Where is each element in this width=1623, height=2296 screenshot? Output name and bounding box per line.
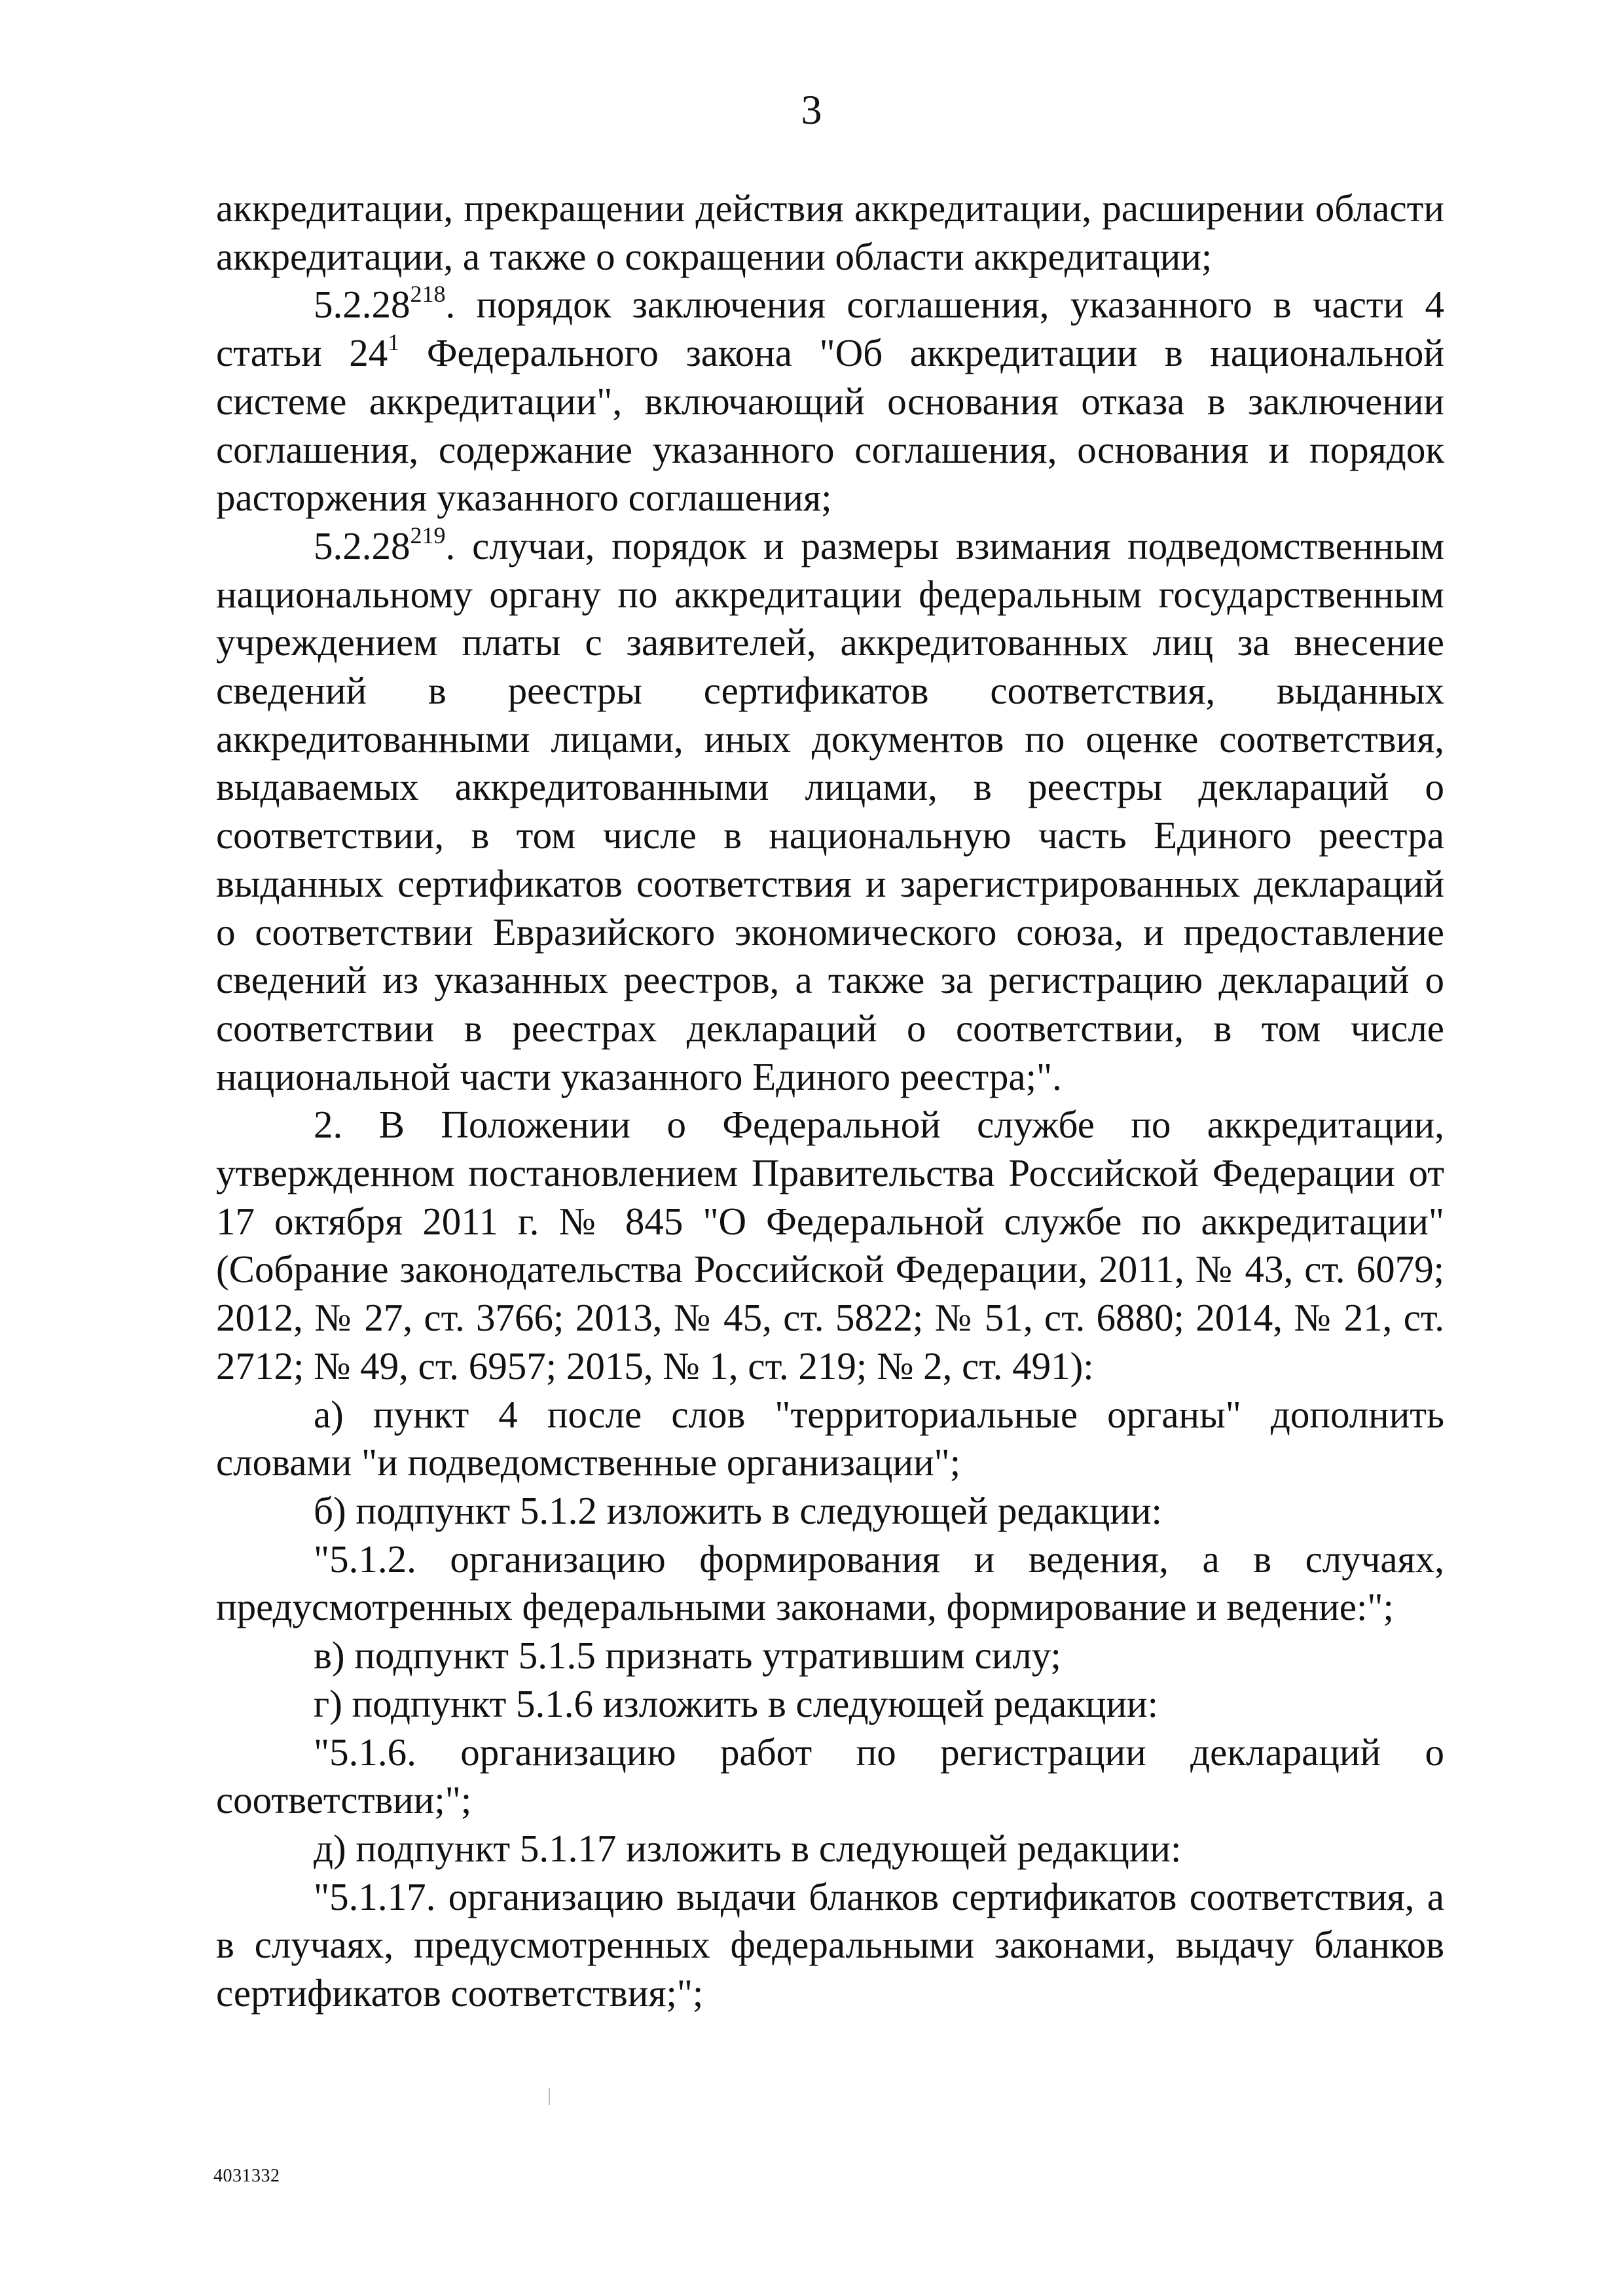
paragraph-text: а) пункт 4 после слов "территориальные органы" дополнить словами "и подведомственные организации"; — [216, 1392, 1444, 1484]
paragraph-subitem-v — [216, 1632, 1444, 1680]
paragraph-quote-5-1-17 — [216, 1873, 1444, 2018]
paragraph-text: б) подпункт 5.1.2 изложить в следующей редакции: — [314, 1488, 1162, 1532]
paragraph-continuation — [216, 185, 1444, 281]
paragraph-subitem-g — [216, 1680, 1444, 1729]
paragraph-subitem-b — [216, 1487, 1444, 1535]
document-body — [216, 185, 1444, 2018]
paragraph-text: "5.1.6. организацию работ по регистрации деклараций о соответствии;"; — [216, 1730, 1444, 1822]
paragraph-text: . случаи, порядок и размеры взимания подведомственным национальному органу по аккредитации федеральным государственным учреждением платы с заявителей, аккредитованных лиц за внесение сведений в реестры сертификатов соответствия, выданных аккредитованными лицами, иных документов по оценке соответствия, выдаваемых аккредитованными лицами, в реестры деклараций о соответствии, в том числе в национальную часть Единого реестра выданных сертификатов соответствия и зарегистрированных деклараций о соответствии Евразийского экономического союза, и предоставление сведений из указанных реестров, а также за регистрацию деклараций о соответствии в реестрах деклараций о соответствии, в том числе национальной части указанного Единого реестра;". — [216, 524, 1444, 1098]
paragraph-item-5-2-28-218 — [216, 281, 1444, 522]
article-superscript: 1 — [388, 329, 400, 356]
paragraph-quote-5-1-2 — [216, 1535, 1444, 1632]
scan-artifact-mark — [549, 2088, 550, 2105]
paragraph-text-continued: Федерального закона "Об аккредитации в национальной системе аккредитации", включающий основания отказа в заключении соглашения, содержание указанного соглашения, основания и порядок расторжения указанного соглашения; — [216, 331, 1444, 520]
paragraph-quote-5-1-6 — [216, 1729, 1444, 1825]
paragraph-text: "5.1.2. организацию формирования и ведения, а в случаях, предусмотренных федеральными законами, формирование и ведение:"; — [216, 1537, 1444, 1629]
item-superscript: 218 — [410, 281, 446, 308]
paragraph-item-5-2-28-219 — [216, 522, 1444, 1101]
paragraph-subitem-a — [216, 1391, 1444, 1487]
paragraph-section-2 — [216, 1101, 1444, 1390]
paragraph-subitem-d — [216, 1825, 1444, 1873]
paragraph-text: 2. В Положении о Федеральной службе по аккредитации, утвержденном постановлением Правительства Российской Федерации от 17 октября 2011 г. № 845 "О Федеральной службе по аккредитации" (Собрание законодательства Российской Федерации, 2011, № 43, ст. 6079; 2012, № 27, ст. 3766; 2013, № 45, ст. 5822; № 51, ст. 6880; 2014, № 21, ст. 2712; № 49, ст. 6957; 2015, № 1, ст. 219; № 2, ст. 491): — [216, 1103, 1444, 1388]
paragraph-text: в) подпункт 5.1.5 признать утратившим силу; — [314, 1634, 1061, 1677]
item-number: 5.2.28 — [314, 283, 410, 327]
paragraph-text: "5.1.17. организацию выдачи бланков сертификатов соответствия, а в случаях, предусмотренных федеральными законами, выдачу бланков сертификатов соответствия;"; — [216, 1874, 1444, 2015]
document-code: 4031332 — [213, 2166, 280, 2186]
paragraph-text: г) подпункт 5.1.6 изложить в следующей редакции: — [314, 1681, 1159, 1725]
page-number: 3 — [801, 86, 822, 133]
item-number: 5.2.28 — [314, 524, 410, 567]
paragraph-text: аккредитации, прекращении действия аккредитации, расширении области аккредитации, а также о сокращении области аккредитации; — [216, 187, 1444, 278]
paragraph-text: . порядок заключения соглашения, указанного в части 4 статьи 24 — [216, 283, 1444, 375]
paragraph-text: д) подпункт 5.1.17 изложить в следующей редакции: — [314, 1826, 1182, 1870]
item-superscript: 219 — [410, 522, 446, 548]
